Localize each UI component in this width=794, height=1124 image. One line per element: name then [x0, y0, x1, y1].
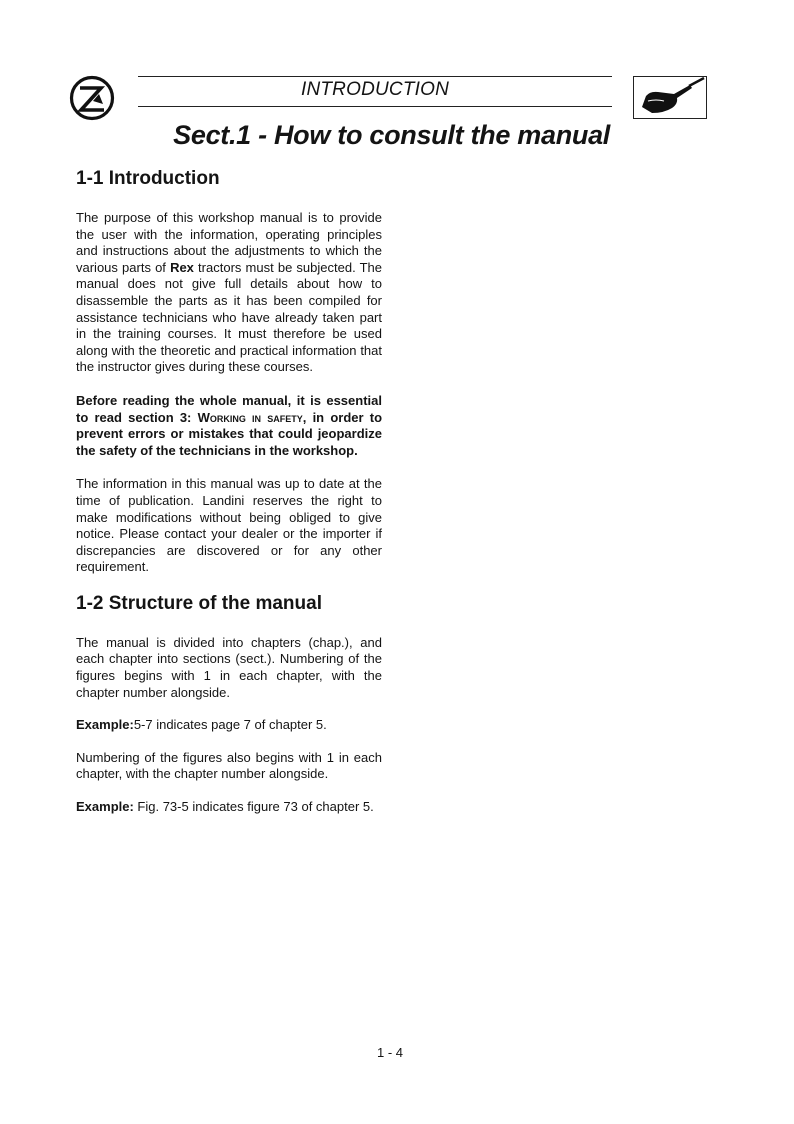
- example-text: 5-7 indicates page 7 of chapter 5.: [133, 717, 327, 733]
- landini-logo-icon: [68, 74, 116, 122]
- section-reference: Working in safety: [197, 409, 303, 425]
- figures-paragraph: Numbering of the figures also begins with 1 in each chapter, with the chapter number alongside.: [76, 749, 382, 782]
- heading-introduction: 1-1 Introduction: [76, 168, 220, 189]
- header-top-rule: [138, 76, 612, 77]
- warning-text-b: , in order to prevent errors or mistakes that could jeopardize the safety of the technicians in the workshop.: [76, 409, 383, 458]
- chapter-title: INTRODUCTION: [300, 79, 450, 100]
- example-label: Example:: [76, 799, 134, 815]
- section-title: Sect.1 - How to consult the manual: [173, 120, 610, 150]
- intro-text-b: tractors must be subjected. The manual does not give full details about how to disassemble the parts as it has been compiled for assistance technicians who have already taken part in the training courses. It must therefore be used along with the theoretic and practical information that the instructor gives during these courses.: [76, 259, 382, 375]
- warning-text-a: Before reading the whole manual, it is essential to read section 3:: [76, 392, 382, 425]
- tool-hand-icon: [633, 76, 707, 119]
- structure-paragraph: The manual is divided into chapters (chap.), and each chapter into sections (sect.). Numbering of the figures begins with 1 in each chapter, with the chapter number alongside.: [76, 634, 382, 700]
- intro-text-a: The purpose of this workshop manual is to provide the user with the information, operating principles and instructions about the adjustments to which the various parts of: [76, 210, 382, 275]
- example-page-numbering: [76, 717, 382, 734]
- example-text: Fig. 73-5 indicates figure 73 of chapter 5.: [133, 799, 374, 815]
- update-paragraph: The information in this manual was up to date at the time of publication. Landini reserves the right to make modifications without being obliged to give notice. Please contact your dealer or the importer if discrepancies are discovered or for any other requirement.: [76, 476, 382, 575]
- safety-warning: [76, 393, 382, 459]
- main-column: [76, 166, 382, 816]
- header-bottom-rule: [138, 106, 612, 107]
- page-number: 1 - 4: [376, 1045, 403, 1060]
- heading-structure: 1-2 Structure of the manual: [76, 592, 322, 614]
- example-figure-numbering: [76, 799, 382, 816]
- product-name: Rex: [170, 259, 194, 275]
- example-label: Example:: [76, 717, 134, 733]
- intro-paragraph: [76, 210, 382, 376]
